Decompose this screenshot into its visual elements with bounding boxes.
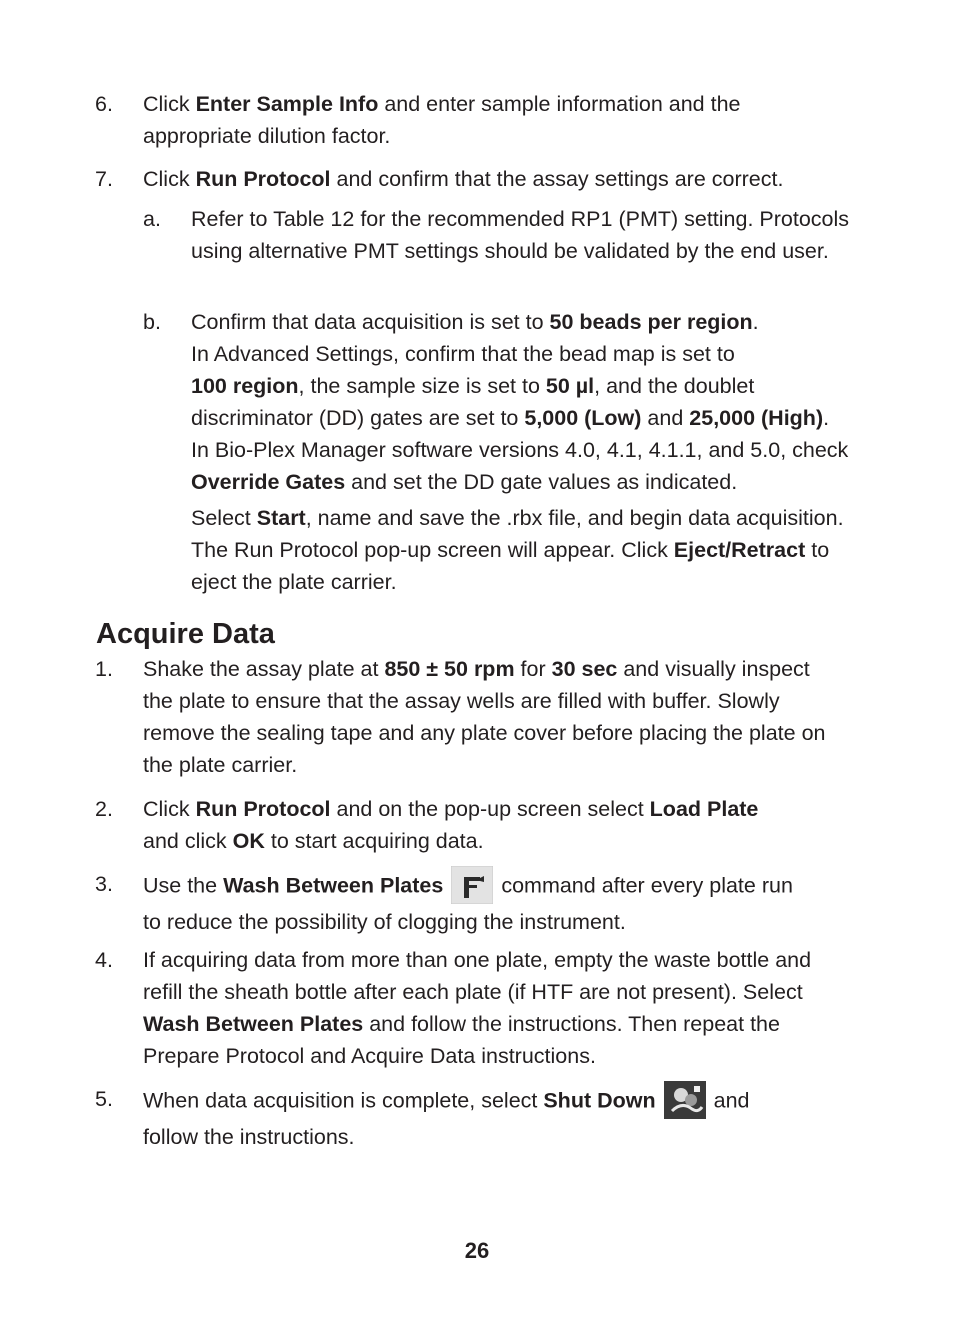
shut-down-icon xyxy=(664,1081,706,1119)
step-number: 5. xyxy=(95,1087,113,1111)
acquire-step-4-text: If acquiring data from more than one plate, empty the waste bottle and refill the sheath bottle after each plate (if HTF are not present). Select Wash Between Plates and follow the instructions. Then repeat the Prepare Protocol and Acquire Data instructions. xyxy=(143,948,812,1068)
acquire-step-2-text: Click Run Protocol and on the pop-up screen select Load Plate and click OK to start acquiring data. xyxy=(143,797,759,853)
run-protocol-label: Run Protocol xyxy=(195,167,331,191)
select-start-text: Select Start, name and save the .rbx file, and begin data acquisition. The Run Protocol pop-up screen will appear. Click Eject/Retract to eject the plate carrier. xyxy=(191,506,844,594)
enter-sample-info-label: Enter Sample Info xyxy=(195,92,379,116)
step-number: 4. xyxy=(95,948,113,972)
step-7-text: Click Run Protocol and confirm that the assay settings are correct. xyxy=(143,167,784,191)
sub-step-letter: b. xyxy=(143,310,161,334)
step-7b-text: Confirm that data acquisition is set to 50 beads per region. In Advanced Settings, confirm that the bead map is set to 100 region, the sample size is set to 50 µl, and the doublet discriminator (DD) gates are set to 5,000 (Low) and 25,000 (High). In Bio-Plex Manager software versions 4.0, 4.1, 4.1.1, and 5.0, check Override Gates and set the DD gate values as indicated. xyxy=(191,310,849,494)
page-number: 26 xyxy=(464,1238,490,1263)
step-6-text: Click Enter Sample Info and enter sample information and the appropriate dilution factor. xyxy=(143,92,741,148)
acquire-step-3-text: Use the Wash Between Plates command after every plate run to reduce the possibility of clogging the instrument. xyxy=(143,868,863,938)
acquire-step-1-text: Shake the assay plate at 850 ± 50 rpm for 30 sec and visually inspect the plate to ensure that the assay wells are filled with buffer. Slowly remove the sealing tape and any plate cover before placing the plate on the plate carrier. xyxy=(143,657,826,777)
sub-step-letter: a. xyxy=(143,207,161,231)
wash-between-plates-icon xyxy=(451,866,493,904)
step-number: 3. xyxy=(95,872,113,896)
step-7a-text: Refer to Table 12 for the recommended RP1 (PMT) setting. Protocols using alternative PMT settings should be validated by the end user. xyxy=(191,207,850,263)
step-number: 2. xyxy=(95,797,113,821)
step-number: 1. xyxy=(95,657,113,681)
step-number: 7. xyxy=(95,167,113,191)
acquire-step-5-text: When data acquisition is complete, select Shut Down and follow the instructions. xyxy=(143,1083,863,1153)
step-number: 6. xyxy=(95,92,113,116)
section-heading: Acquire Data xyxy=(96,618,275,650)
